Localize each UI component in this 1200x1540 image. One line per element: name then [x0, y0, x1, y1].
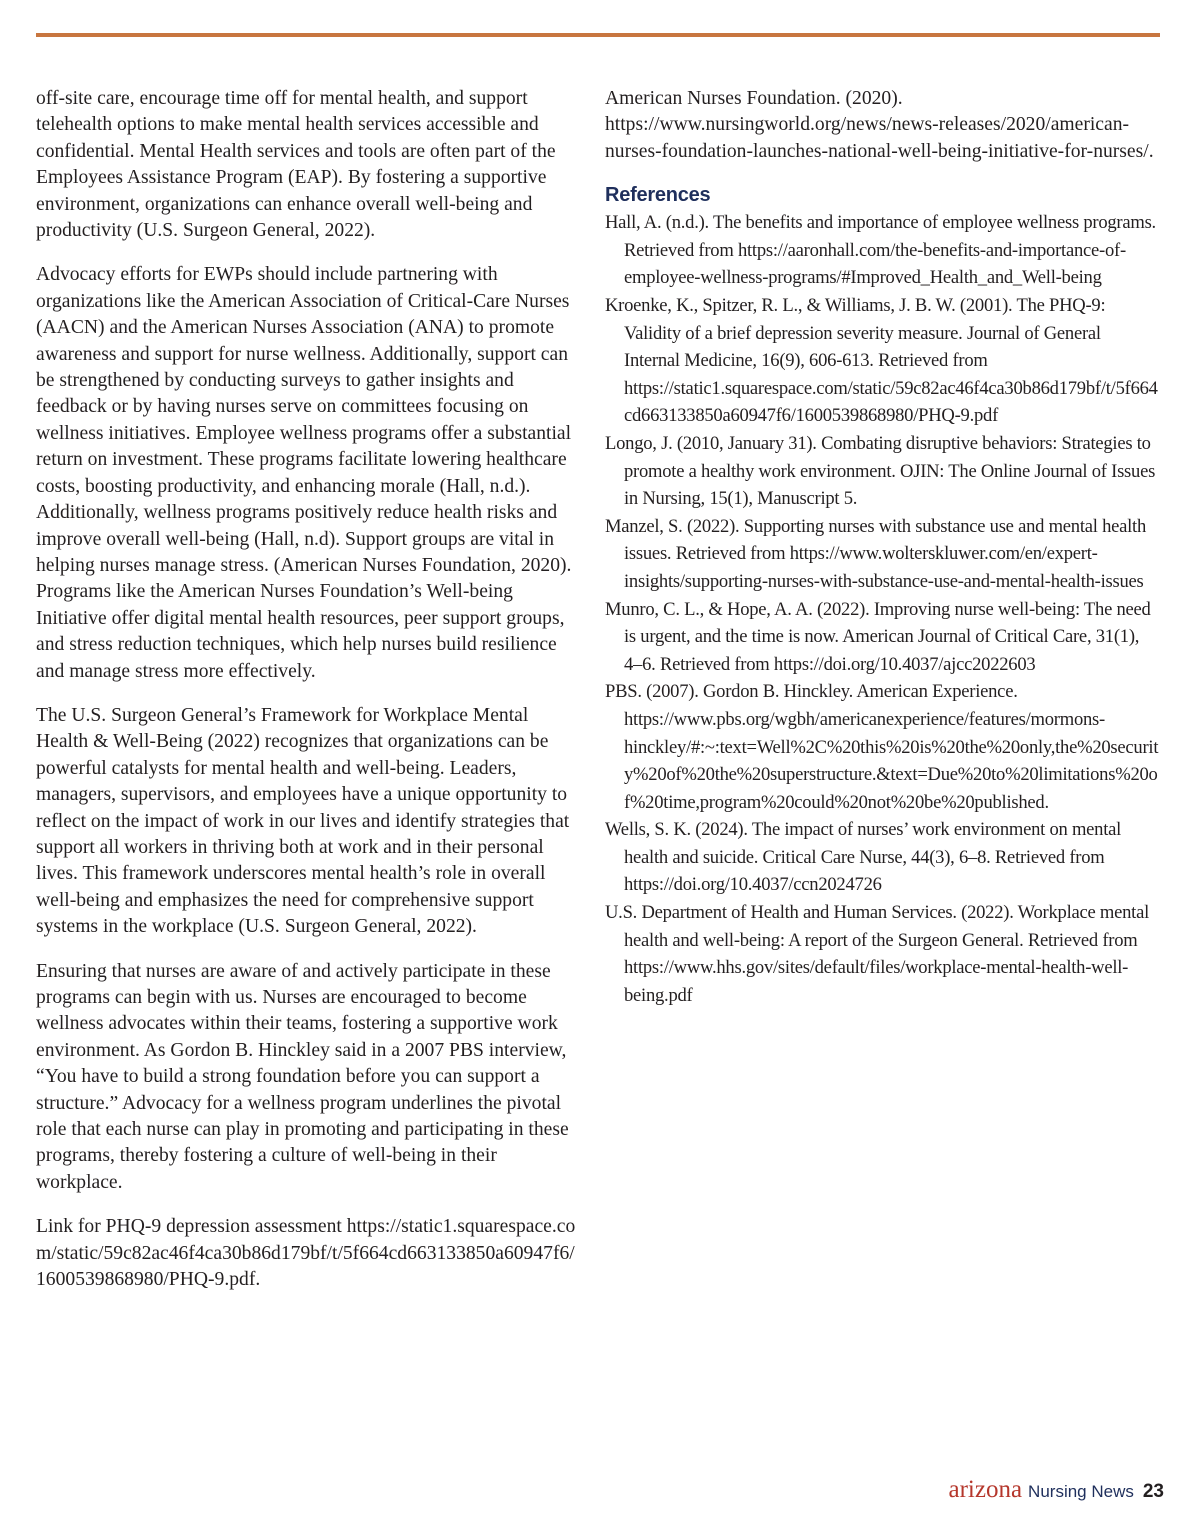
reference-item: Kroenke, K., Spitzer, R. L., & Williams, J. B. W. (2001). The PHQ-9: Validity of a brief depression severity measure. Journal of General Internal Medicine, 16(9), 606-613. Retrieved from https://static1.squarespace.com/static/59c82ac46f4ca30b86d179bf/t/5f664cd663133850a60947f6/1600539868980/PHQ-9.pdf — [605, 295, 1158, 427]
top-rule — [36, 33, 1160, 37]
publication-name: Nursing News — [1028, 1482, 1134, 1501]
reference-item: Manzel, S. (2022). Supporting nurses with substance use and mental health issues. Retrieved from https://www.wolterskluwer.com/en/expert-insights/supporting-nurses-with-substance-use-and-mental-health-issues — [605, 515, 1147, 592]
page-footer — [948, 1476, 1164, 1506]
paragraph-hinckley: Ensuring that nurses are aware of and actively participate in these programs can begin with us. Nurses are encouraged to become wellness advocates within their teams, fostering a supportive work environment. As Gordon B. Hinckley said in a 2007 PBS interview, “You have to build a strong foundation before you can support a structure.” Advocacy for a wellness program underlines the pivotal role that each nurse can play in promoting and participating in these programs, thereby fostering a culture of well-being in their workplace. — [36, 960, 569, 1193]
paragraph-advocacy: Advocacy efforts for EWPs should include partnering with organizations like the American Association of Critical-Care Nurses (AACN) and the American Nurses Association (ANA) to promote awareness and support for nurse wellness. Additionally, support can be strengthened by conducting surveys to gather insights and feedback or by having nurses serve on committees focusing on wellness initiatives. Employee wellness programs offer a substantial return on investment. These programs facilitate lowering healthcare costs, boosting productivity, and enhancing morale (Hall, n.d.). Additionally, wellness programs positively reduce health risks and improve overall well-being (Hall, n.d). Support groups are vital in helping nurses manage stress. (American Nurses Foundation, 2020). Programs like the American Nurses Foundation’s Well-being Initiative offer digital mental health resources, peer support groups, and stress reduction techniques, which help nurses build resilience and manage stress more effectively. — [36, 264, 572, 682]
references-column — [605, 86, 1160, 1009]
reference-item: PBS. (2007). Gordon B. Hinckley. American Experience. https://www.pbs.org/wgbh/americanexperience/features/mormons-hinckley/#:~:text=Well%2C%20this%20is%20the%20only,the%20security%20of%20the%20superstructure.&text=Due%20to%20limitations%20of%20time,program%20could%20not%20be%20published. — [605, 681, 1159, 813]
article-body — [36, 86, 581, 1311]
references-heading: References — [605, 184, 711, 207]
reference-item: Longo, J. (2010, January 31). Combating disruptive behaviors: Strategies to promote a healthy work environment. OJIN: The Online Journal of Issues in Nursing, 15(1), Manuscript 5. — [605, 432, 1156, 510]
reference-item: Munro, C. L., & Hope, A. A. (2022). Improving nurse well-being: The need is urgent, and the time is now. American Journal of Critical Care, 31(1), 4–6. Retrieved from https://doi.org/10.4037/ajcc2022603 — [605, 598, 1151, 675]
paragraph-surgeon-general: The U.S. Surgeon General’s Framework for Workplace Mental Health & Well-Being (2022) recognizes that organizations can be powerful catalysts for mental health and well-being. Leaders, managers, supervisors, and employees have a unique opportunity to reflect on the impact of work in our lives and identify strategies that support all workers in thriving both at work and in their personal lives. This framework underscores mental health’s role in overall well-being and emphasizes the need for comprehensive support systems in the workplace (U.S. Surgeon General, 2022). — [36, 704, 570, 938]
paragraph-eap: off-site care, encourage time off for mental health, and support telehealth options to make mental health services accessible and confidential. Mental Health services and tools are often part of the Employees Assistance Program (EAP). By fostering a supportive environment, organizations can enhance overall well-being and productivity (U.S. Surgeon General, 2022). — [36, 88, 556, 242]
reference-item: Hall, A. (n.d.). The benefits and importance of employee wellness programs. Retrieved from https://aaronhall.com/the-benefits-and-importance-of-employee-wellness-programs/#Improved_Health_and_Well-being — [605, 212, 1156, 289]
brand-logo: arizona — [948, 1476, 1023, 1503]
references-list — [605, 209, 1160, 1009]
anf-citation: American Nurses Foundation. (2020). https://www.nursingworld.org/news/news-releases/2020/american-nurses-foundation-launches-national-well-being-initiative-for-nurses/. — [605, 88, 1154, 162]
reference-item: U.S. Department of Health and Human Services. (2022). Workplace mental health and well-being: A report of the Surgeon General. Retrieved from https://www.hhs.gov/sites/default/files/workplace-mental-health-well-being.pdf — [605, 902, 1149, 1006]
paragraph-phq9-link: Link for PHQ-9 depression assessment https://static1.squarespace.com/static/59c82ac46f4ca30b86d179bf/t/5f664cd663133850a60947f6/1600539868980/PHQ-9.pdf. — [36, 1216, 576, 1291]
reference-item: Wells, S. K. (2024). The impact of nurses’ work environment on mental health and suicide. Critical Care Nurse, 44(3), 6–8. Retrieved from https://doi.org/10.4037/ccn2024726 — [605, 819, 1122, 896]
page-number: 23 — [1142, 1481, 1164, 1502]
